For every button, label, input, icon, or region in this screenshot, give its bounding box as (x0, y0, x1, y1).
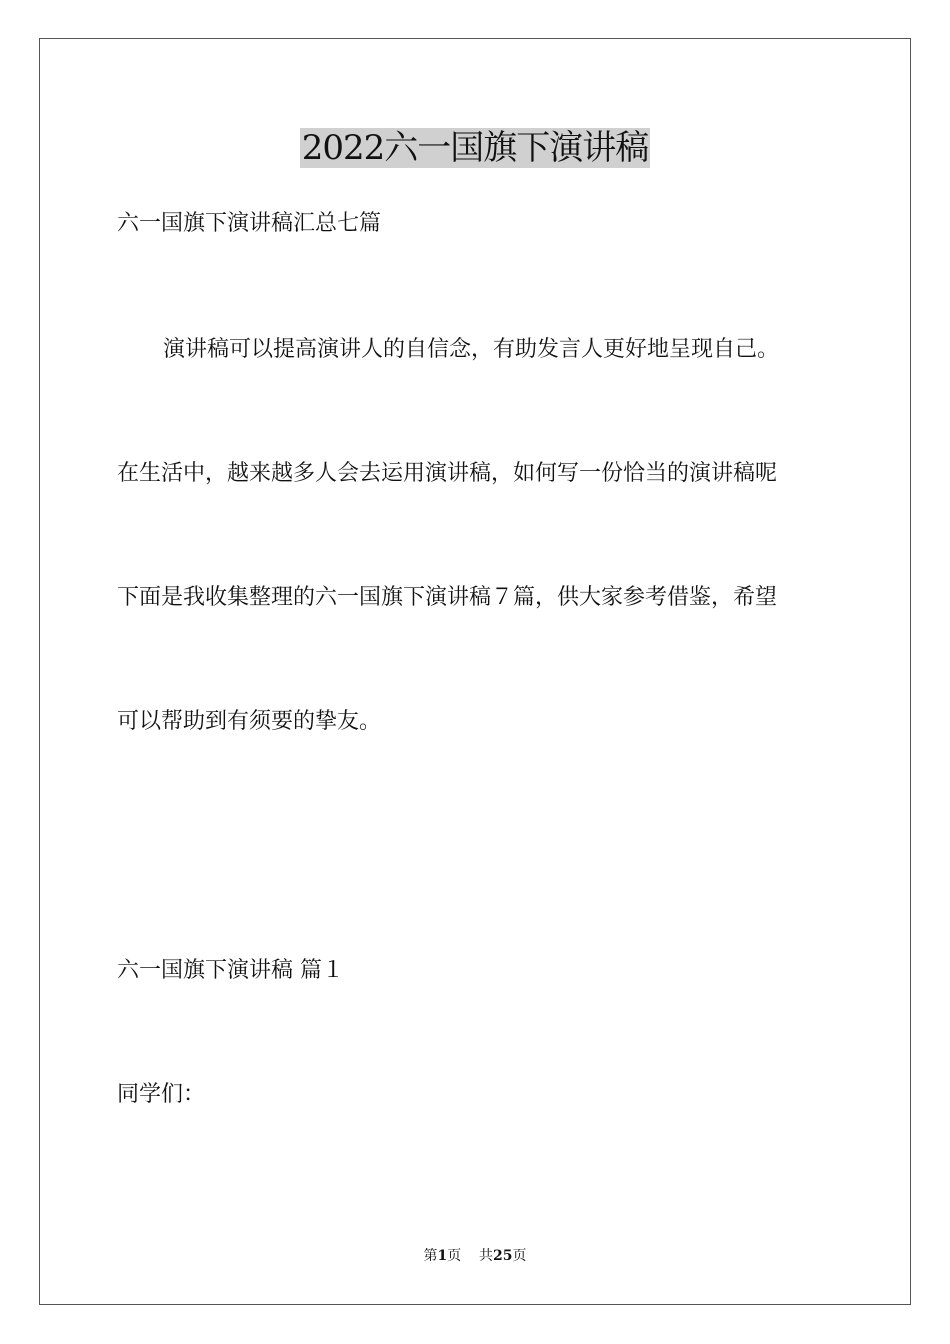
paragraph-line-4: 可以帮助到有须要的挚友。 (117, 709, 382, 734)
footer-total-pages: 25 (493, 1248, 513, 1264)
document-title-container (0, 126, 950, 170)
footer-total-prefix: 共 (479, 1248, 494, 1264)
footer-page-number: 1 (437, 1248, 448, 1264)
footer-page-prefix: 第 (423, 1248, 438, 1264)
paragraph-line-1: 演讲稿可以提高演讲人的自信念，有助发言人更好地呈现自己。 (163, 337, 780, 362)
footer-page-suffix: 页 (447, 1248, 462, 1264)
section-heading: 六一国旗下演讲稿 篇１ (117, 958, 344, 983)
salutation: 同学们： (117, 1082, 206, 1107)
document-title: 2022六一国旗下演讲稿 (301, 128, 649, 168)
footer-total-suffix: 页 (512, 1248, 527, 1264)
document-subtitle: 六一国旗下演讲稿汇总七篇 (117, 211, 382, 236)
page-footer (0, 1247, 950, 1265)
paragraph-line-2: 在生活中，越来越多人会去运用演讲稿，如何写一份恰当的演讲稿呢 (117, 461, 778, 486)
paragraph-line-3: 下面是我收集整理的六一国旗下演讲稿７篇，供大家参考借鉴，希望 (117, 585, 778, 610)
